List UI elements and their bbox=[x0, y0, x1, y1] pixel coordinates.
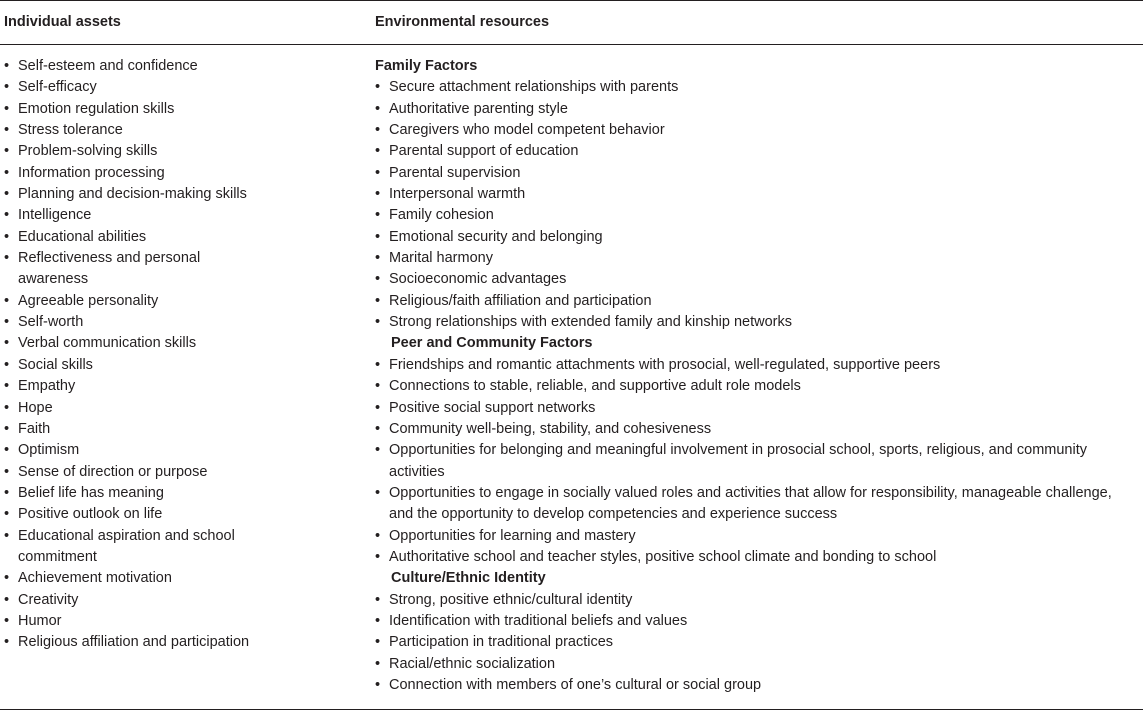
list-item bbox=[4, 99, 344, 120]
list-item bbox=[375, 99, 1143, 120]
list-item-text: Emotion regulation skills bbox=[18, 100, 175, 117]
list-item bbox=[375, 611, 1143, 632]
list-item bbox=[4, 611, 344, 632]
list-item bbox=[375, 184, 1143, 205]
list-item bbox=[4, 632, 344, 653]
list-item-text-continued: activities bbox=[389, 463, 445, 480]
list-item-text: Social skills bbox=[18, 356, 93, 373]
list-item bbox=[4, 248, 344, 291]
list-item-text: Faith bbox=[18, 420, 51, 437]
list-item-text: Secure attachment relationships with parents bbox=[389, 79, 679, 96]
culture-ethnic-identity-list bbox=[375, 590, 1143, 697]
table-bottom-rule bbox=[0, 709, 1143, 710]
list-item-text: Identification with traditional beliefs and values bbox=[389, 612, 688, 629]
individual-assets-column bbox=[4, 56, 344, 654]
list-item-text: Achievement motivation bbox=[18, 570, 172, 587]
list-item-text: Marital harmony bbox=[389, 250, 493, 267]
list-item bbox=[375, 632, 1143, 653]
list-item-text: Verbal communication skills bbox=[18, 335, 197, 352]
list-item-text: Religious affiliation and participation bbox=[18, 634, 250, 651]
list-item bbox=[375, 141, 1143, 162]
list-item bbox=[375, 227, 1143, 248]
list-item bbox=[375, 355, 1143, 376]
list-item bbox=[375, 398, 1143, 419]
list-item bbox=[375, 163, 1143, 184]
list-item bbox=[375, 654, 1143, 675]
list-item bbox=[4, 590, 344, 611]
list-item-text: Positive social support networks bbox=[389, 399, 596, 416]
list-item-text: Parental support of education bbox=[389, 143, 579, 160]
list-item bbox=[4, 205, 344, 226]
list-item bbox=[4, 291, 344, 312]
list-item-text: Self-esteem and confidence bbox=[18, 58, 198, 74]
list-item bbox=[375, 526, 1143, 547]
list-item bbox=[4, 163, 344, 184]
list-item-text: Authoritative parenting style bbox=[389, 100, 568, 117]
list-item-text: Self-efficacy bbox=[18, 79, 97, 96]
list-item bbox=[375, 77, 1143, 98]
list-item-text: • Reflectiveness and personal bbox=[18, 250, 201, 267]
header-rule bbox=[0, 44, 1143, 45]
list-item bbox=[375, 205, 1143, 226]
list-item-text: Humor bbox=[18, 612, 62, 629]
list-item-text-continued: commitment bbox=[18, 548, 97, 565]
list-item bbox=[4, 419, 344, 440]
list-item-text: Planning and decision-making skills bbox=[18, 186, 247, 203]
list-item bbox=[4, 355, 344, 376]
list-item-text: Socioeconomic advantages bbox=[389, 271, 567, 288]
list-item bbox=[4, 376, 344, 397]
list-item-text: Empathy bbox=[18, 378, 76, 395]
list-item-text: Stress tolerance bbox=[18, 122, 123, 139]
list-item-text: Positive outlook on life bbox=[18, 506, 163, 523]
list-item bbox=[4, 141, 344, 162]
list-item-text: Problem-solving skills bbox=[18, 143, 158, 160]
list-item bbox=[375, 419, 1143, 440]
list-item-text: • Educational aspiration and school bbox=[18, 527, 235, 544]
list-item bbox=[4, 227, 344, 248]
list-item-text: Agreeable personality bbox=[18, 292, 159, 309]
list-item-text: Strong, positive ethnic/cultural identity bbox=[389, 591, 633, 608]
list-item-text: Belief life has meaning bbox=[18, 484, 164, 501]
list-item-text: • Opportunities for belonging and meaningful involvement in prosocial school, sports, religious, and community bbox=[389, 442, 1087, 459]
list-item bbox=[4, 312, 344, 333]
list-item-text: Sense of direction or purpose bbox=[18, 463, 208, 480]
list-item bbox=[375, 440, 1143, 483]
list-item-text: Racial/ethnic socialization bbox=[389, 655, 556, 672]
list-item-text: Self-worth bbox=[18, 314, 84, 331]
list-item-text: Interpersonal warmth bbox=[389, 186, 526, 203]
list-item bbox=[375, 547, 1143, 568]
list-item bbox=[375, 120, 1143, 141]
individual-assets-list bbox=[4, 56, 344, 654]
list-item bbox=[375, 312, 1143, 333]
list-item-text: • Opportunities to engage in socially valued roles and activities that allow for responsibility, manageable challenge, bbox=[389, 484, 1112, 501]
list-item bbox=[4, 184, 344, 205]
list-item-text: Emotional security and belonging bbox=[389, 228, 603, 245]
list-item bbox=[4, 120, 344, 141]
list-item bbox=[375, 269, 1143, 290]
section-heading-family: Family Factors bbox=[375, 58, 478, 74]
list-item bbox=[4, 483, 344, 504]
list-item-text-continued: awareness bbox=[18, 271, 89, 288]
list-item bbox=[4, 56, 344, 77]
list-item-text: Strong relationships with extended family and kinship networks bbox=[389, 314, 792, 331]
family-factors-list bbox=[375, 77, 1143, 333]
column-header-individual-assets: Individual assets bbox=[4, 14, 121, 30]
list-item-text: Participation in traditional practices bbox=[389, 634, 614, 651]
list-item-text: Intelligence bbox=[18, 207, 92, 224]
list-item bbox=[375, 291, 1143, 312]
column-header-environmental-resources: Environmental resources bbox=[375, 14, 550, 30]
peer-community-factors-list bbox=[375, 355, 1143, 568]
list-item-text: Creativity bbox=[18, 591, 79, 608]
list-item bbox=[4, 440, 344, 461]
list-item bbox=[4, 462, 344, 483]
list-item-text: Family cohesion bbox=[389, 207, 494, 224]
list-item-text: Religious/faith affiliation and participation bbox=[389, 292, 652, 309]
list-item-text: Optimism bbox=[18, 442, 80, 459]
environmental-resources-column bbox=[375, 56, 1143, 696]
list-item-text: Friendships and romantic attachments with prosocial, well-regulated, supportive peers bbox=[389, 356, 941, 373]
list-item bbox=[4, 333, 344, 354]
list-item-text: Information processing bbox=[18, 164, 165, 181]
list-item bbox=[4, 398, 344, 419]
list-item-text-continued: and the opportunity to develop competencies and experience success bbox=[389, 506, 838, 523]
list-item-text: Connection with members of one’s cultural or social group bbox=[389, 676, 762, 693]
list-item-text: Hope bbox=[18, 399, 53, 416]
list-item bbox=[4, 526, 344, 569]
list-item bbox=[4, 77, 344, 98]
table-top-rule bbox=[0, 0, 1143, 1]
section-heading-peer-community: Peer and Community Factors bbox=[391, 335, 593, 352]
list-item-text: Connections to stable, reliable, and supportive adult role models bbox=[389, 378, 801, 395]
list-item bbox=[375, 248, 1143, 269]
section-heading-culture-ethnic: Culture/Ethnic Identity bbox=[391, 570, 546, 587]
list-item bbox=[375, 590, 1143, 611]
list-item-text: Educational abilities bbox=[18, 228, 147, 245]
list-item bbox=[375, 376, 1143, 397]
list-item bbox=[375, 483, 1143, 526]
list-item bbox=[4, 504, 344, 525]
list-item bbox=[4, 568, 344, 589]
list-item-text: Opportunities for learning and mastery bbox=[389, 527, 636, 544]
list-item-text: Community well-being, stability, and cohesiveness bbox=[389, 420, 712, 437]
list-item-text: Authoritative school and teacher styles, positive school climate and bonding to school bbox=[389, 548, 937, 565]
list-item bbox=[375, 675, 1143, 696]
list-item-text: Parental supervision bbox=[389, 164, 521, 181]
list-item-text: Caregivers who model competent behavior bbox=[389, 122, 665, 139]
